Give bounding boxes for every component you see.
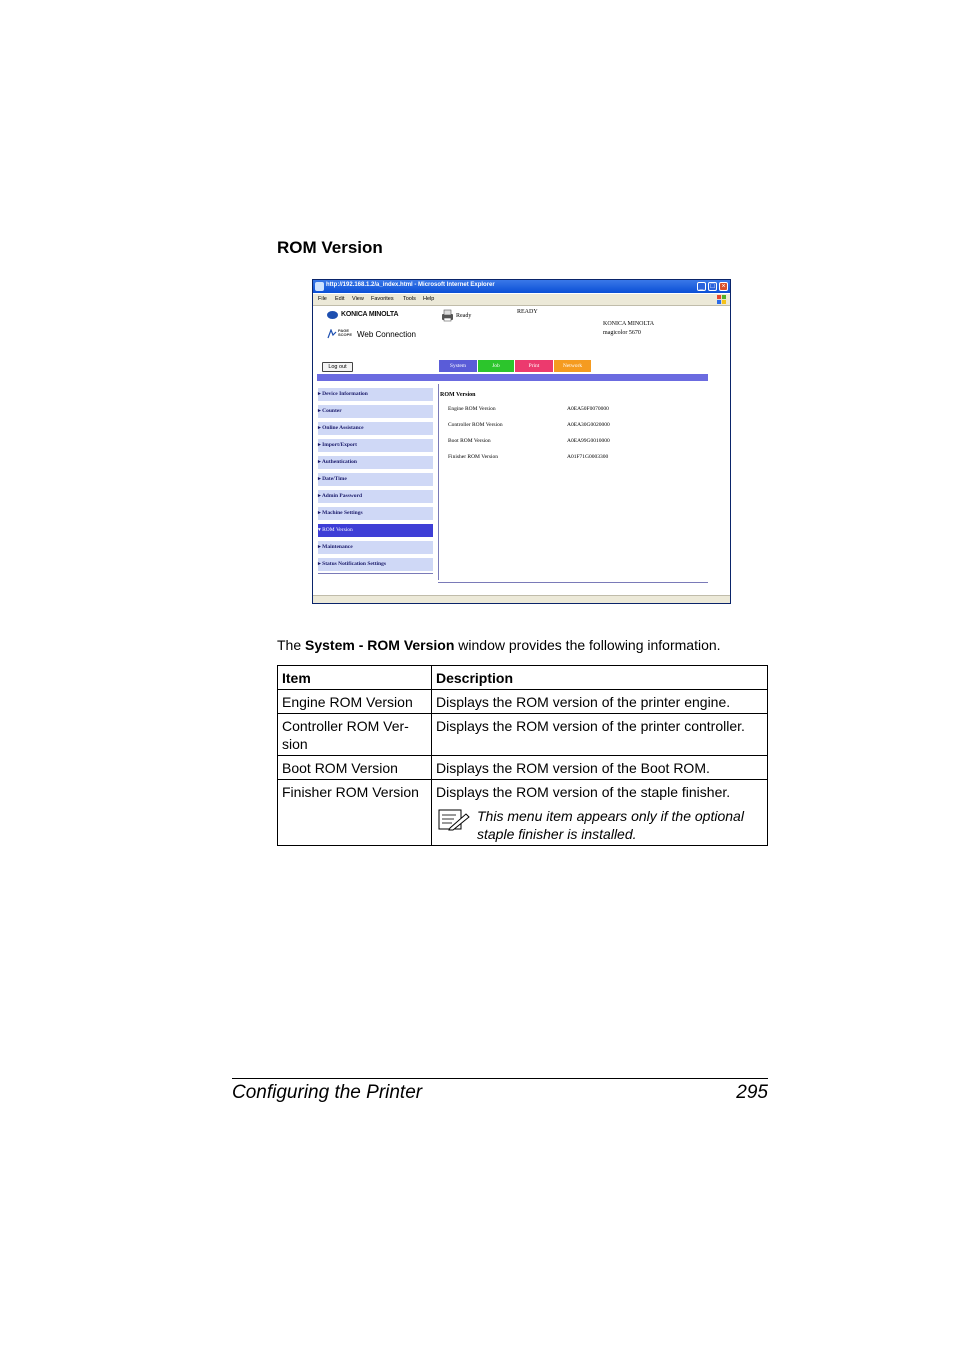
pagescope-logo-icon [327, 329, 337, 339]
tab-system[interactable]: System [439, 360, 477, 372]
device-brand [603, 320, 654, 338]
konica-minolta-logo: KONICA MINOLTA [341, 311, 399, 318]
tab-job[interactable]: Job [478, 360, 514, 372]
sidebar-item-counter[interactable]: ▸ Counter [318, 405, 433, 418]
pagescope-tag: PAGE SCOPE [338, 328, 353, 337]
description-cell: Displays the ROM version of the printer engine. [432, 690, 768, 714]
note-pencil-icon [438, 809, 470, 831]
info-table [277, 665, 768, 846]
table-row [278, 780, 768, 846]
sidebar-item-status-notification-settings[interactable]: ▸ Status Notification Settings [318, 558, 433, 571]
brand-name: KONICA MINOLTA [603, 321, 655, 327]
menu-view[interactable]: View [352, 296, 364, 302]
description-text: Displays the ROM version of the staple finisher. [436, 784, 731, 800]
intro-paragraph [277, 637, 721, 653]
rom-label: Engine ROM Version [448, 406, 496, 412]
maximize-icon[interactable]: □ [708, 282, 717, 291]
header-item: Item [278, 666, 432, 690]
sidebar-divider [318, 573, 433, 574]
footer-title: Configuring the Printer [232, 1082, 423, 1103]
intro-suffix: window provides the following information. [454, 637, 721, 653]
footer-rule [232, 1078, 768, 1079]
menu-tools[interactable]: Tools [403, 296, 416, 302]
menu-edit[interactable]: Edit [335, 296, 345, 302]
rom-value: A01F71G0003300 [567, 454, 609, 460]
rom-value: A0EA50F0070000 [567, 406, 609, 412]
sidebar-item-admin-password[interactable]: ▸ Admin Password [318, 490, 433, 503]
description-cell: Displays the ROM version of the Boot ROM. [432, 756, 768, 780]
sidebar-item-rom-version[interactable]: ▾ ROM Version [318, 524, 433, 537]
rom-label: Boot ROM Version [448, 438, 491, 444]
browser-screenshot [312, 279, 731, 604]
note [436, 807, 763, 843]
sidebar-item-online-assistance[interactable]: ▸ Online Assistance [318, 422, 433, 435]
sidebar-item-import-export[interactable]: ▸ Import/Export [318, 439, 433, 452]
window-title: http://192.168.1.2/a_index.html - Microsoft Internet Explorer [326, 282, 495, 288]
header-description: Description [432, 666, 768, 690]
printer-icon [441, 309, 454, 322]
sidebar-item-machine-settings[interactable]: ▸ Machine Settings [318, 507, 433, 520]
printer-status: Ready [456, 313, 472, 319]
window-titlebar [313, 280, 730, 293]
section-heading: ROM Version [277, 238, 383, 257]
table-header-row [278, 666, 768, 690]
rom-label: Controller ROM Version [448, 422, 503, 428]
menu-file[interactable]: File [318, 296, 327, 302]
header-band [317, 374, 708, 381]
page-number: 295 [736, 1082, 768, 1103]
sidebar-item-device-information[interactable]: ▸ Device Information [318, 388, 433, 401]
item-cell: Finisher ROM Version [278, 780, 432, 846]
content-heading: ROM Version [440, 392, 476, 398]
printer-status-message: READY [517, 309, 538, 315]
rom-value: A0EA30G0020000 [567, 422, 610, 428]
browser-status-bar [313, 595, 730, 604]
item-cell: Controller ROM Ver-sion [278, 714, 432, 756]
windows-flag-icon [717, 295, 726, 304]
konica-minolta-logo-icon [327, 311, 338, 319]
close-icon[interactable]: × [719, 282, 728, 291]
menu-bar [313, 294, 730, 306]
model-name: magicolor 5670 [603, 330, 641, 336]
tab-print[interactable]: Print [515, 360, 553, 372]
sidebar-item-date-time[interactable]: ▸ Date/Time [318, 473, 433, 486]
rom-label: Finisher ROM Version [448, 454, 499, 460]
sidebar-item-maintenance[interactable]: ▸ Maintenance [318, 541, 433, 554]
menu-help[interactable]: Help [423, 296, 435, 302]
intro-bold: System - ROM Version [305, 637, 455, 653]
item-cell: Engine ROM Version [278, 690, 432, 714]
sidebar-item-authentication[interactable]: ▸ Authentication [318, 456, 433, 469]
table-row [278, 690, 768, 714]
item-cell: Boot ROM Version [278, 756, 432, 780]
description-cell: Displays the ROM version of the printer controller. [432, 714, 768, 756]
note-text: This menu item appears only if the optional staple finisher is installed. [477, 808, 744, 842]
rom-value: A0EA99G0010000 [567, 438, 610, 444]
tab-network[interactable]: Network [554, 360, 591, 372]
table-row [278, 714, 768, 756]
description-cell [432, 780, 768, 846]
web-connection-label: Web Connection [357, 330, 416, 339]
menu-favorites[interactable]: Favorites [371, 296, 394, 302]
content-divider-bottom [438, 582, 708, 583]
internet-explorer-icon [315, 282, 324, 291]
table-row [278, 756, 768, 780]
content-divider [438, 384, 439, 580]
minimize-icon[interactable]: _ [697, 282, 706, 291]
logout-button[interactable]: Log out [322, 362, 353, 372]
intro-prefix: The [277, 637, 306, 653]
